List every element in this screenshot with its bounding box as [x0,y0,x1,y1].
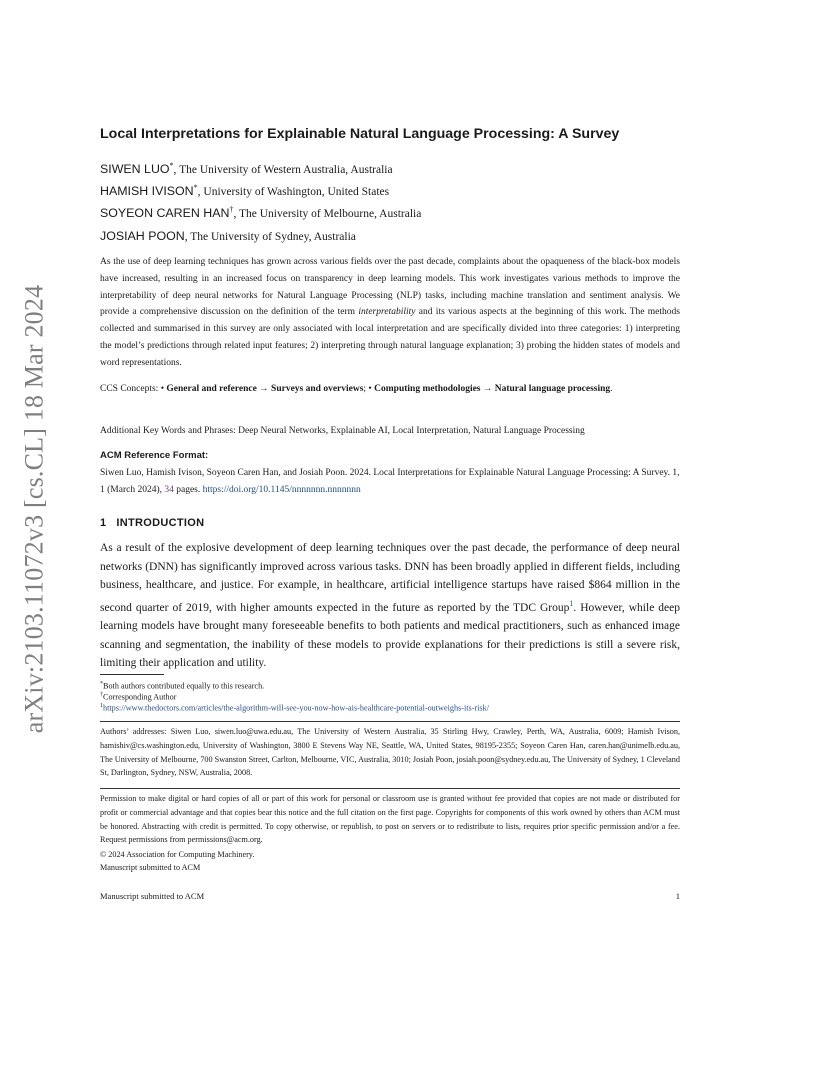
ccs-concept: General and reference → Surveys and overviews [166,384,364,394]
authors-addresses: Authors’ addresses: Siwen Luo, siwen.luo@uwa.edu.au, The University of Western Australia, 35 Stirling Hwy, Crawley, Perth, WA, Australia, 6009; Hamish Ivison, hamishiv@cs.washington.edu, University of Washington, 3800 E Stevens Way NE, Seattle, WA, United States, 98195-2355; Soyeon Caren Han, caren.han@unimelb.edu.au, The University of Melbourne, 700 Swanston Street, Carlton, Melbourne, VIC, Australia, 3010; Josiah Poon, josiah.poon@sydney.edu.au, The University of Sydney, 1 Cleveland St, Darlington, Sydney, NSW, Australia, 2008. [100,727,680,778]
abstract-emphasis: interpretability [358,307,416,318]
ccs-label: CCS Concepts: • [100,384,167,394]
page-count-link[interactable]: 34 [164,484,174,495]
author-name: SOYEON CAREN HAN [100,205,230,220]
author-name: JOSIAH POON [100,228,185,243]
author-line [100,161,393,176]
introduction-paragraph [100,539,680,673]
author-line [100,228,356,243]
intro-text: . However, while deep learning models have brought many foreseeable benefits to both patients and medical practitioners, such as enhanced image scanning and segmentation, the inability of these models to provide explanations for their predictions is still a severe risk, limiting their application and utility. [100,601,680,670]
abstract-text: and its various aspects at the beginning of this work. The methods collected and summarised in this survey are only associated with local interpretation and are specifically divided into three categories: 1) interpreting the model’s predictions through related input features; 2) interpreting through natural language explanation; 3) probing the hidden states of models and word representations. [100,307,680,368]
paper-title: Local Interpretations for Explainable Natural Language Processing: A Survey [100,126,620,142]
footnote-text: Corresponding Author [103,692,177,702]
acm-reference-heading [100,448,680,464]
author-line [100,183,389,198]
footnote-mark: † [100,692,103,698]
divider [100,721,680,722]
section-number: 1 [100,517,107,529]
acm-reference-citation: Siwen Luo, Hamish Ivison, Soyeon Caren Han, and Josiah Poon. 2024. Local Interpretations for Explainable Natural Language Processing: A Survey. 1, 1 (March 2024), [100,468,680,495]
page-number: 1 [675,891,680,901]
footnote-mark: 1 [100,703,103,709]
author-mark: * [193,183,198,192]
acm-reference-text [100,465,680,498]
acm-reference-suffix: pages. [173,484,203,495]
abstract [100,254,680,371]
author-affiliation: , The University of Western Australia, Australia [173,163,393,176]
footnote-url-link[interactable]: https://www.thedoctors.com/articles/the-algorithm-will-see-you-now-how-ais-healthcare-potential-outweighs-its-risk/ [103,703,489,713]
footnote-mark: * [100,681,103,687]
doi-link[interactable]: https://doi.org/10.1145/nnnnnnn.nnnnnnn [202,484,361,495]
ccs-end: . [610,384,613,394]
arxiv-identifier-stamp [11,262,57,756]
acm-reference-title: ACM Reference Format: [100,450,209,461]
copyright-notice: © 2024 Association for Computing Machinery. [100,850,255,859]
author-mark: * [169,161,174,170]
page-footer-label: Manuscript submitted to ACM [100,891,205,901]
section-title: INTRODUCTION [116,517,205,529]
author-name: HAMISH IVISON [100,183,194,198]
footnote-text: Both authors contributed equally to this research. [103,681,265,691]
intro-text: As a result of the explosive development of deep learning techniques over the past decade, the performance of deep neural networks (DNN) has significantly improved across various tasks. DNN has been broadly applied in different fields, including business, healthcare, and justice. For example, in healthcare, artificial intelligence startups have raised $864 million in the second quarter of 2019, with higher amounts expected in the future as reported by the TDC Group [100,542,680,614]
author-affiliation: , The University of Sydney, Australia [184,230,356,243]
section-heading [100,517,204,529]
keywords: Additional Key Words and Phrases: Deep Neural Networks, Explainable AI, Local Interpretation, Natural Language Processing [100,426,585,436]
footnote [100,701,489,714]
footnote-link[interactable]: 1 [569,598,574,608]
author-mark: † [229,205,234,214]
abstract-text: As the use of deep learning techniques has grown across various fields over the past decade, complaints about the opaqueness of the black-box models have increased, resulting in an increased focus on transparency in deep learning models. This work investigates various methods to improve the interpretability of deep neural networks for Natural Language Processing (NLP) tasks, including machine translation and sentiment analysis. We provide a comprehensive discussion on the definition of the term [100,257,680,318]
manuscript-notice: Manuscript submitted to ACM [100,863,201,872]
permission-notice: Permission to make digital or hard copies of all or part of this work for personal or classroom use is granted without fee provided that copies are not made or distributed for profit or commercial advantage and that copies bear this notice and the full citation on the first page. Copyrights for components of this work owned by others than ACM must be honored. Abstracting with credit is permitted. To copy otherwise, or republish, to post on servers or to redistribute to lists, requires prior specific permission and/or a fee. Request permissions from permissions@acm.org. [100,794,680,845]
author-affiliation: , The University of Melbourne, Australia [233,207,422,220]
ccs-concept: Computing methodologies → Natural language processing [374,384,611,394]
author-affiliation: , University of Washington, United States [197,185,390,198]
ccs-separator: ; • [363,384,375,394]
divider [100,788,680,789]
ccs-concepts [100,381,680,397]
arxiv-identifier-text: arXiv:2103.11072v3 [cs.CL] 18 Mar 2024 [19,284,49,734]
author-name: SIWEN LUO [100,161,170,176]
footnote-rule [100,674,164,675]
author-line [100,205,421,220]
